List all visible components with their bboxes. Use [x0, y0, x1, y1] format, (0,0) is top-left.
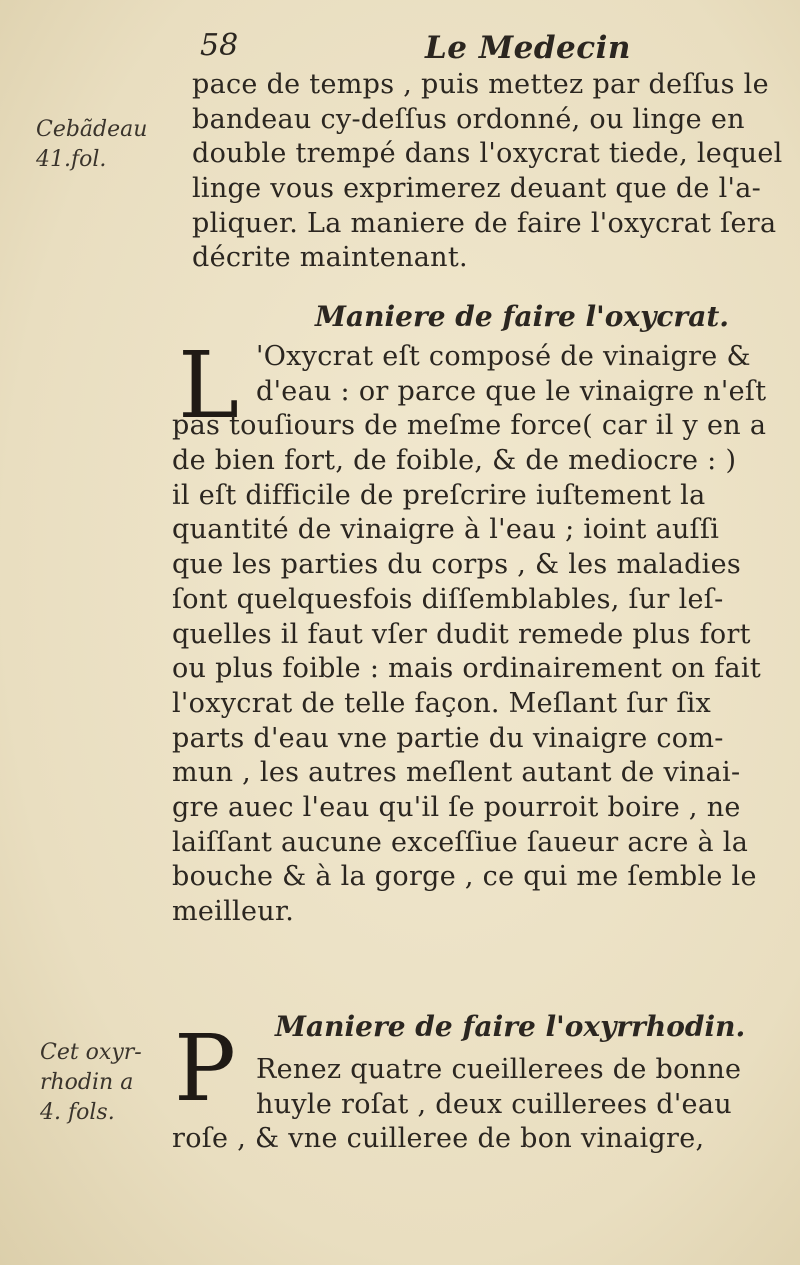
text-line: double trempé dans l'oxycrat tiede, lequel — [192, 138, 783, 170]
text-line: il eſt difficile de preſcrire iuſtement la — [172, 479, 706, 511]
text-line: ſont quelquesfois diſſemblables, ſur leſ- — [172, 583, 724, 615]
text-line: que les parties du corps , & les maladies — [172, 549, 742, 581]
margin-note-line: Cebãdeau — [36, 117, 148, 142]
text-line: ou plus foible : mais ordinairement on fait — [172, 653, 761, 685]
text-line: décrite maintenant. — [192, 242, 468, 274]
margin-note-oxyrrhodin — [40, 1038, 142, 1128]
running-title: Le Medecin — [425, 30, 631, 66]
section-heading-oxyrrhodin: Maniere de faire l'oxyrrhodin. — [275, 1010, 746, 1043]
drop-cap-p: P — [174, 1015, 236, 1122]
paragraph-continuation — [192, 68, 783, 276]
text-line: meilleur. — [172, 896, 295, 927]
text-line: bouche & à la gorge , ce qui me ſemble le — [172, 861, 757, 893]
page-header — [0, 22, 800, 72]
text-line: quelles il faut vſer dudit remede plus fort — [172, 618, 751, 650]
text-line: pace de temps , puis mettez par deſſus le — [192, 69, 769, 100]
text-line: mun , les autres meſlent autant de vinai- — [172, 757, 741, 789]
margin-note-line: Cet oxyr- — [40, 1040, 142, 1065]
text-line: laiſſant aucune exceſſiue ſaueur acre à la — [172, 826, 749, 858]
text-line: roſe , & vne cuilleree de bon vinaigre, — [172, 1123, 705, 1155]
section-heading-oxycrat: Maniere de faire l'oxycrat. — [315, 300, 730, 333]
text-line: Renez quatre cueillerees de bonne — [256, 1054, 742, 1085]
paragraph-oxycrat — [172, 332, 784, 930]
text-line: gre auec l'eau qu'il ſe pourroit boire , ne — [172, 791, 741, 823]
paragraph-oxyrrhodin — [172, 1053, 784, 1157]
margin-note-line: 41.fol. — [36, 147, 107, 172]
text-line: huyle roſat , deux cuillerees d'eau — [256, 1088, 732, 1120]
margin-note-line: rhodin a — [40, 1070, 134, 1095]
text-line: parts d'eau vne partie du vinaigre com- — [172, 722, 724, 754]
text-line: d'eau : or parce que le vinaigre n'eſt — [256, 375, 767, 407]
text-line: linge vous exprimerez deuant que de l'a- — [192, 173, 762, 205]
page-number: 58 — [200, 28, 239, 63]
drop-cap-l: L — [178, 332, 240, 439]
text-line: bandeau cy-deſſus ordonné, ou linge en — [192, 103, 745, 135]
text-line: l'oxycrat de telle façon. Meſlant ſur ſix — [172, 687, 712, 719]
margin-note-line: 4. fols. — [40, 1100, 115, 1125]
text-line: quantité de vinaigre à l'eau ; ioint auſſi — [172, 514, 720, 546]
text-line: pas touſiours de meſme force( car il y en a — [172, 410, 767, 442]
text-line: pliquer. La maniere de faire l'oxycrat ſera — [192, 207, 777, 239]
text-line: 'Oxycrat eſt composé de vinaigre & — [256, 341, 751, 372]
text-line: de bien fort, de foible, & de mediocre : ) — [172, 445, 737, 477]
margin-note-cebadeau — [36, 115, 147, 175]
